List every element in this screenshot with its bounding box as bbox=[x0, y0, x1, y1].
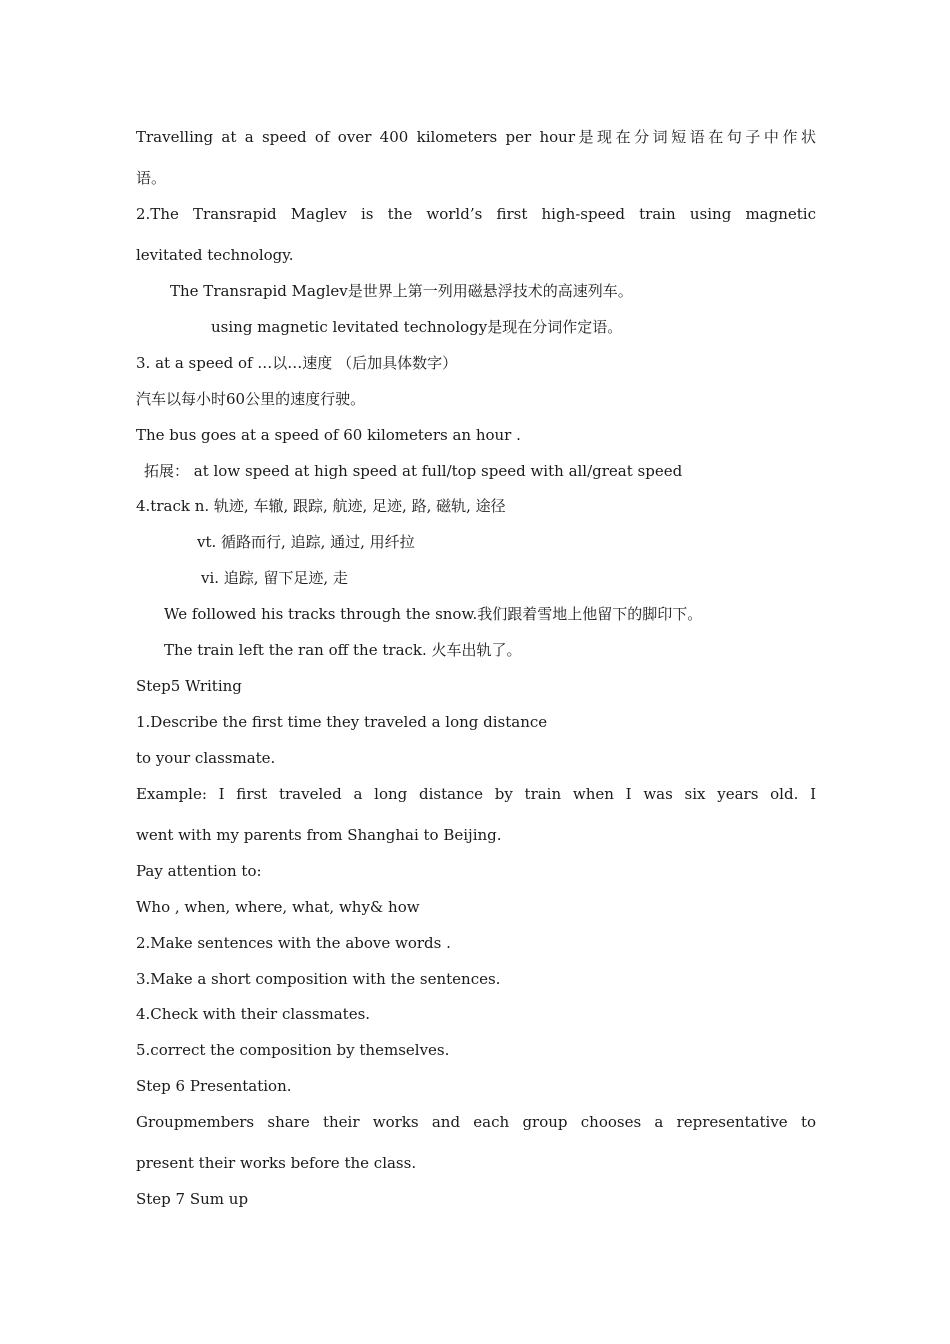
text-line: Groupmembers share their works and each group chooses a representative to bbox=[136, 1113, 816, 1131]
text-line: vi. 追踪, 留下足迹, 走 bbox=[201, 569, 348, 587]
text-line: went with my parents from Shanghai to Beijing. bbox=[136, 826, 502, 844]
text-line: The bus goes at a speed of 60 kilometers an hour . bbox=[136, 426, 521, 444]
text-line: Step 7 Sum up bbox=[136, 1190, 249, 1208]
text-line: The train left the ran off the track. 火车出轨了。 bbox=[164, 641, 522, 659]
text-line: vt. 循路而行, 追踪, 通过, 用纤拉 bbox=[197, 533, 415, 551]
text-line: Step5 Writing bbox=[136, 677, 242, 695]
text-line: 2.Make sentences with the above words . bbox=[136, 934, 451, 952]
text-line: levitated technology. bbox=[136, 246, 294, 264]
text-line: 汽车以每小时60公里的速度行驶。 bbox=[136, 390, 366, 408]
text-line: 语。 bbox=[136, 169, 167, 187]
text-line: using magnetic levitated technology是现在分词作定语。 bbox=[211, 318, 623, 336]
text-line: Who , when, where, what, why& how bbox=[136, 898, 420, 916]
text-line: Step 6 Presentation. bbox=[136, 1077, 292, 1095]
text-line: present their works before the class. bbox=[136, 1154, 417, 1172]
text-line: We followed his tracks through the snow.我们跟着雪地上他留下的脚印下。 bbox=[164, 605, 703, 623]
text-line: 1.Describe the first time they traveled a long distance bbox=[136, 713, 548, 731]
text-line: 2.The Transrapid Maglev is the world’s first high-speed train using magnetic bbox=[136, 205, 816, 223]
text-line: 拓展： at low speed at high speed at full/top speed with all/great speed bbox=[144, 462, 683, 480]
text-line: Pay attention to: bbox=[136, 862, 262, 880]
text-line: The Transrapid Maglev是世界上第一列用磁悬浮技术的高速列车。 bbox=[170, 282, 633, 300]
text-line: 4.track n. 轨迹, 车辙, 跟踪, 航迹, 足迹, 路, 磁轨, 途径 bbox=[136, 497, 506, 515]
text-line: Example: I first traveled a long distance by train when I was six years old. I bbox=[136, 785, 816, 803]
text-line: 3. at a speed of …以…速度 （后加具体数字） bbox=[136, 354, 458, 372]
text-line: 4.Check with their classmates. bbox=[136, 1005, 371, 1023]
text-line: to your classmate. bbox=[136, 749, 276, 767]
text-line: Travelling at a speed of over 400 kilometers per hour是现在分词短语在句子中作状 bbox=[136, 128, 816, 146]
text-line: 5.correct the composition by themselves. bbox=[136, 1041, 450, 1059]
text-line: 3.Make a short composition with the sentences. bbox=[136, 970, 501, 988]
